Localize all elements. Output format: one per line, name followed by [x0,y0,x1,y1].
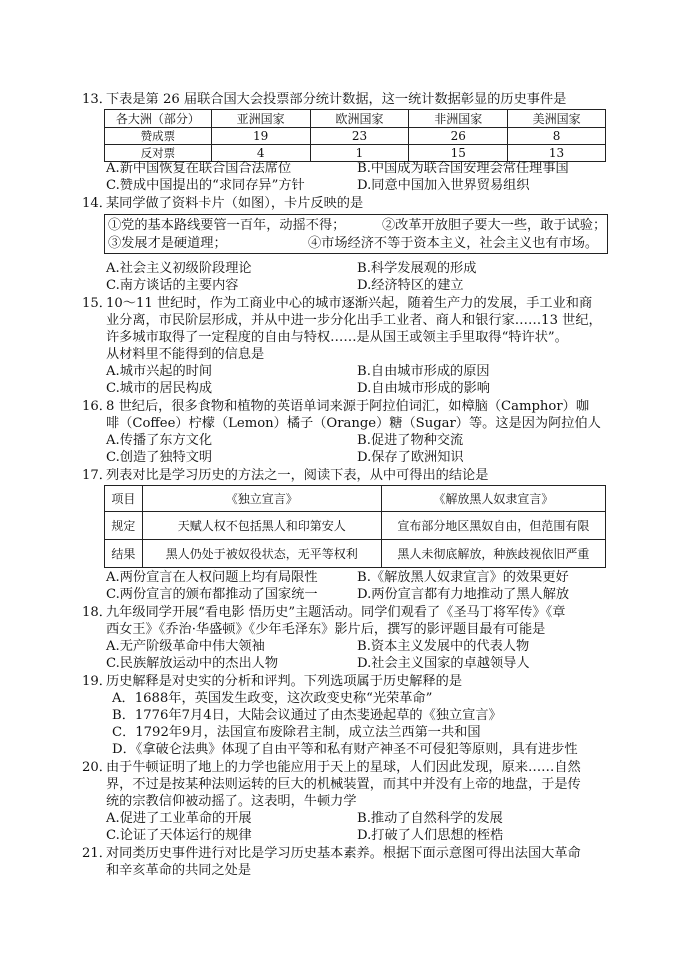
option-c[interactable]: C．1792年9月，法国宣布废除君主制，成立法兰西第一共和国 [112,725,481,740]
question-number: 17． [82,468,112,483]
option-d[interactable]: D.打破了人们思想的桎梏 [357,828,504,843]
question-text: 10～11 世纪时，作为工商业中心的城市逐渐兴起，随着生产力的发展，手工业和商 [106,296,593,311]
option-c[interactable]: C.民族解放运动中的杰出人物 [106,656,279,671]
table-cell: 19 [211,128,310,145]
option-b[interactable]: B.中国成为联合国安理会常任理事国 [357,161,569,176]
option-a[interactable]: A.城市兴起的时间 [106,364,213,379]
table-cell: 反对票 [105,145,212,162]
question-number: 19． [82,674,112,689]
question-number: 21． [82,846,112,861]
option-d[interactable]: D.社会主义国家的卓越领导人 [357,656,530,671]
table-cell: 规定 [105,512,143,540]
table-header: 各大洲（部分） [105,110,212,128]
option-c[interactable]: C.赞成中国提出的“求同存异”方针 [106,178,305,193]
option-a[interactable]: A.促进了工业革命的开展 [106,811,252,826]
option-d[interactable]: D.经济特区的建立 [357,278,464,293]
option-b[interactable]: B.自由城市形成的原因 [357,364,490,379]
table-cell: 13 [508,145,606,162]
table-cell: 赞成票 [105,128,212,145]
table-header: 非洲国家 [409,110,508,128]
option-b[interactable]: B.《解放黑人奴隶宣言》的效果更好 [357,570,569,585]
option-a[interactable]: A.新中国恢复在联合国合法席位 [106,161,292,176]
card-item: ④市场经济不等于资本主义，社会主义也有市场。 [308,236,599,251]
question-number: 15． [82,296,112,311]
question-text: 九年级同学开展“看电影 悟历史”主题活动。同学们观看了《圣马丁将军传》《章 [106,605,566,620]
option-a[interactable]: A.两份宣言在人权问题上均有局限性 [106,570,318,585]
question-stem: 下表是第 26 届联合国大会投票部分统计数据，这一统计数据彰显的历史事件是 [106,92,567,107]
card-item: ①党的基本路线要管一百年，动摇不得； [108,218,346,233]
option-b[interactable]: B.推动了自然科学的发展 [357,811,503,826]
table-header: 《解放黑人奴隶宣言》 [381,486,605,512]
table-cell: 结果 [105,540,143,568]
option-c[interactable]: C.创造了独特文明 [106,450,213,465]
question-text: 啡（Coffee）柠檬（Lemon）橘子（Orange）糖（Sugar）等。这是因为阿拉伯人 [106,416,601,431]
table-header: 项目 [105,486,143,512]
comparison-table [104,485,606,568]
option-d[interactable]: D.两份宣言都有力地推动了黑人解放 [357,587,570,602]
table-header: 亚洲国家 [211,110,310,128]
card-item: ②改革开放胆子要大一些，敢于试验； [382,218,607,233]
table-cell: 4 [211,145,310,162]
card-item: ③发展才是硬道理； [108,236,227,251]
option-d[interactable]: D.保存了欧洲知识 [357,450,464,465]
option-c[interactable]: C.论证了天体运行的规律 [106,828,252,843]
table-header: 美洲国家 [508,110,606,128]
question-text: 和辛亥革命的共同之处是 [106,863,252,878]
question-text: 业分离，市民阶层形成，并从中进一步分化出手工业者、商人和银行家……13 世纪， [106,313,602,328]
question-text: 对同类历史事件进行对比是学习历史基本素养。根据下面示意图可得出法国大革命 [106,846,581,861]
question-number: 13． [82,92,112,107]
option-b[interactable]: B.资本主义发展中的代表人物 [357,639,530,654]
table-cell: 15 [409,145,508,162]
table-cell: 黑人仍处于被奴役状态，无平等权利 [142,540,381,568]
option-b[interactable]: B.促进了物种交流 [357,433,464,448]
question-stem: 列表对比是学习历史的方法之一，阅读下表，从中可得出的结论是 [106,468,489,483]
material-card [104,214,608,254]
question-text: 8 世纪后，很多食物和植物的英语单词来源于阿拉伯词汇，如樟脑（Camphor）咖 [106,399,590,414]
table-cell: 黑人未彻底解放，种族歧视依旧严重 [381,540,605,568]
option-c[interactable]: C.南方谈话的主要内容 [106,278,239,293]
question-text: 西女王》《乔治·华盛顿》《少年毛泽东》影片后，撰写的影评题目最有可能是 [106,622,546,637]
option-a[interactable]: A．1688年，英国发生政变，这次政变史称“光荣革命” [112,691,433,706]
option-d[interactable]: D.同意中国加入世界贸易组织 [357,178,530,193]
option-a[interactable]: A.社会主义初级阶段理论 [106,261,252,276]
table-cell: 23 [310,128,409,145]
option-d[interactable]: D.自由城市形成的影响 [357,381,490,396]
option-a[interactable]: A.无产阶级革命中伟大领袖 [106,639,265,654]
question-text: 许多城市取得了一定程度的自由与特权……是从国王或领主手里取得“特许状”。 [106,330,568,345]
question-number: 16． [82,399,112,414]
question-text: 从材料里不能得到的信息是 [106,347,265,362]
question-text: 统的宗教信仰被动摇了。这表明，牛顿力学 [106,794,357,809]
table-cell: 1 [310,145,409,162]
table-cell: 8 [508,128,606,145]
table-cell: 天赋人权不包括黑人和印第安人 [142,512,381,540]
table-cell: 26 [409,128,508,145]
question-text: 界，不过是按某种法则运转的巨大的机械装置，而其中并没有上帝的地盘，于是传 [106,777,581,792]
question-stem: 历史解释是对史实的分析和评判。下列选项属于历史解释的是 [106,674,463,689]
table-header: 《独立宣言》 [142,486,381,512]
question-number: 18． [82,605,112,620]
option-c[interactable]: C.两份宣言的颁布都推动了国家统一 [106,587,318,602]
question-text: 由于牛顿证明了地上的力学也能应用于天上的星球，人们因此发现，原来……自然 [106,760,581,775]
option-b[interactable]: B．1776年7月4日，大陆会议通过了由杰斐逊起草的《独立宣言》 [112,708,502,723]
question-number: 14． [82,196,112,211]
option-a[interactable]: A.传播了东方文化 [106,433,213,448]
option-c[interactable]: C.城市的居民构成 [106,381,213,396]
question-number: 20． [82,760,112,775]
question-stem: 某同学做了资料卡片（如图），卡片反映的是 [106,196,364,211]
option-b[interactable]: B.科学发展观的形成 [357,261,477,276]
option-d[interactable]: D．《拿破仑法典》体现了自由平等和私有财产神圣不可侵犯等原则，具有进步性 [112,742,578,757]
vote-table [104,109,606,162]
table-header: 欧洲国家 [310,110,409,128]
table-cell: 宣布部分地区黑奴自由，但范围有限 [381,512,605,540]
